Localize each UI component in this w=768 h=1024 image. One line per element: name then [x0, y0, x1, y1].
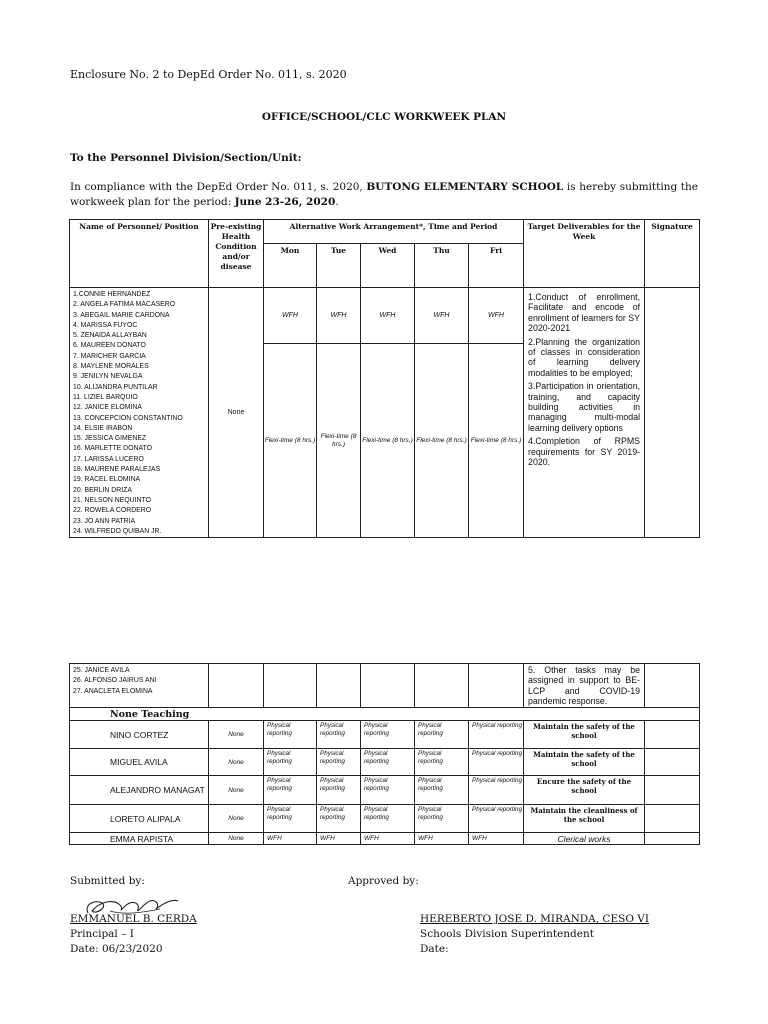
none-teaching-label: None Teaching — [70, 708, 700, 721]
physical-wed: Physical reporting — [361, 805, 415, 833]
physical-mon: Physical reporting — [264, 721, 317, 749]
staff-health: None — [209, 833, 264, 845]
submitter-title: Principal – I — [70, 928, 134, 940]
col-health-header: Pre-existing Health Condition and/or disease — [209, 220, 264, 288]
para-pre: In compliance with the DepEd Order No. 011, s. 2020, — [70, 181, 367, 193]
wfh-wed: WFH — [361, 833, 415, 845]
staff-task: Maintain the safety of the school — [524, 721, 645, 749]
wfh-mon: WFH — [264, 833, 317, 845]
staff-health: None — [209, 805, 264, 833]
teacher-name: 23. JO ANN PATRIA — [73, 517, 136, 525]
staff-name: LORETO ALIPALA — [70, 805, 209, 833]
day-fri: Fri — [469, 244, 524, 288]
physical-wed: Physical reporting — [361, 749, 415, 776]
physical-fri: Physical reporting — [469, 721, 524, 749]
physical-wed: Physical reporting — [361, 776, 415, 805]
teacher-list-2 — [70, 664, 209, 708]
workweek-table — [69, 219, 700, 538]
flexi-thu: Flexi-time (8 hrs.) — [415, 344, 469, 538]
physical-mon: Physical reporting — [264, 805, 317, 833]
teacher-name: 16. MARLETTE DONATO — [73, 445, 153, 453]
wfh-tue: WFH — [317, 833, 361, 845]
physical-fri: Physical reporting — [469, 776, 524, 805]
wfh-mon: WFH — [264, 288, 317, 344]
teacher-name: 10. ALIJANDRA PUNTILAR — [73, 383, 158, 391]
signature-cell — [645, 288, 700, 538]
teacher-name: 14. ELSIE IRABON — [73, 424, 133, 432]
staff-task: Maintain the safety of the school — [524, 749, 645, 776]
physical-thu: Physical reporting — [415, 749, 469, 776]
submitter-date: Date: 06/23/2020 — [70, 943, 163, 955]
staff-row — [70, 776, 700, 805]
teacher-name: 26. ALFONSO JAIRUS ANI — [73, 677, 157, 685]
period: June 23-26, 2020 — [234, 196, 336, 208]
empty-cell — [209, 664, 264, 708]
physical-mon: Physical reporting — [264, 776, 317, 805]
staff-health: None — [209, 721, 264, 749]
teacher-name: 7. MARICHER GARCIA — [73, 352, 146, 360]
continuation-table — [69, 663, 700, 845]
teacher-name: 2. ANGELA FATIMA MACASERO — [73, 301, 176, 309]
deliverable-2: 2.Planning the organization of classes in consideration of learning delivery modalities to be employed; — [528, 336, 641, 378]
staff-row — [70, 805, 700, 833]
deliverables-cell — [524, 288, 645, 538]
flexi-fri: Flexi-time (8 hrs.) — [469, 344, 524, 538]
wfh-thu: WFH — [415, 288, 469, 344]
teacher-name: 27. ANACLETA ELOMINA — [73, 687, 153, 695]
flexi-mon: Flexi-time (8 hrs.) — [264, 344, 317, 538]
teacher-name: 22. ROWELA CORDERO — [73, 507, 152, 515]
empty-cell — [645, 721, 700, 749]
physical-thu: Physical reporting — [415, 721, 469, 749]
empty-cell — [317, 664, 361, 708]
approver-title: Schools Division Superintendent — [420, 928, 594, 940]
addressee-line: To the Personnel Division/Section/Unit: — [70, 152, 302, 164]
wfh-thu: WFH — [415, 833, 469, 845]
teacher-name: 21. NELSON NEQUINTO — [73, 496, 151, 504]
empty-cell — [415, 664, 469, 708]
wfh-tue: WFH — [317, 288, 361, 344]
approver-date: Date: — [420, 943, 449, 955]
teacher-name: 20. BERLIN DRIZA — [73, 486, 132, 494]
teacher-name: 15. JESSICA GIMENEZ — [73, 435, 147, 443]
day-wed: Wed — [361, 244, 415, 288]
wfh-wed: WFH — [361, 288, 415, 344]
wfh-fri: WFH — [469, 833, 524, 845]
staff-task: Clerical works — [524, 833, 645, 845]
enclosure-line: Enclosure No. 2 to DepEd Order No. 011, s. 2020 — [70, 68, 347, 81]
teacher-name: 12. JANICE ELOMINA — [73, 404, 142, 412]
physical-fri: Physical reporting — [469, 749, 524, 776]
empty-cell — [361, 664, 415, 708]
staff-task: Maintain the cleanliness of the school — [524, 805, 645, 833]
staff-health: None — [209, 749, 264, 776]
staff-row — [70, 749, 700, 776]
empty-cell — [645, 749, 700, 776]
teacher-name: 4. MARISSA FUYOC — [73, 321, 138, 329]
teacher-name: 8. MAYLENE MORALES — [73, 363, 149, 371]
staff-name: ALEJANDRO MANAGAT — [70, 776, 209, 805]
day-thu: Thu — [415, 244, 469, 288]
col-target-header: Target Deliverables for the Week — [524, 220, 645, 288]
deliverable-4: 4.Completion of RPMS requirements for SY 2019-2020. — [528, 436, 641, 468]
approver-name: HEREBERTO JOSE D. MIRANDA, CESO VI — [420, 913, 649, 925]
teacher-name: 9. JENILYN NEVALGA — [73, 373, 143, 381]
para-end: . — [335, 196, 339, 208]
empty-cell — [469, 664, 524, 708]
staff-name: EMMA RAPISTA — [70, 833, 209, 845]
physical-tue: Physical reporting — [317, 721, 361, 749]
wfh-fri: WFH — [469, 288, 524, 344]
flexi-wed: Flexi-time (8 hrs.) — [361, 344, 415, 538]
deliverable-5: 5. Other tasks may be assigned in support to BE-LCP and COVID-19 pandemic response. — [524, 664, 645, 708]
col-signature-header: Signature — [645, 220, 700, 288]
teacher-name: 24. WILFREDO QUIBAN JR. — [73, 527, 162, 535]
teacher-name: 25. JANICE AVILA — [73, 667, 130, 674]
deliverable-1: 1.Conduct of enrollment, Facilitate and encode of enrollment of learners for SY 2020-2021 — [528, 292, 641, 334]
empty-cell — [645, 776, 700, 805]
school-name: BUTONG ELEMENTARY SCHOOL — [366, 181, 564, 193]
teacher-name: 3. ABEGAIL MARIE CARDONA — [73, 311, 170, 319]
submitted-label: Submitted by: — [70, 875, 145, 887]
day-tue: Tue — [317, 244, 361, 288]
empty-cell — [645, 833, 700, 845]
col-name-header: Name of Personnel/ Position — [70, 220, 209, 288]
physical-thu: Physical reporting — [415, 776, 469, 805]
teacher-name: 6. MAUREEN DONATO — [73, 342, 146, 350]
approved-label: Approved by: — [348, 875, 419, 887]
empty-cell — [645, 805, 700, 833]
teacher-name: 18. MAURENE PARALEJAS — [73, 466, 161, 474]
staff-name: MIGUEL AVILA — [70, 749, 209, 776]
physical-mon: Physical reporting — [264, 749, 317, 776]
physical-thu: Physical reporting — [415, 805, 469, 833]
health-none: None — [209, 288, 264, 538]
deliverable-3: 3.Participation in orientation, training, and capacity building activities in managing multi-modal learning delivery options — [528, 381, 641, 433]
physical-tue: Physical reporting — [317, 805, 361, 833]
staff-health: None — [209, 776, 264, 805]
teacher-list — [70, 288, 209, 538]
page-title: OFFICE/SCHOOL/CLC WORKWEEK PLAN — [261, 111, 507, 123]
physical-fri: Physical reporting — [469, 805, 524, 833]
teacher-name: 5. ZENAIDA ALLAYBAN — [73, 332, 147, 340]
compliance-paragraph — [70, 180, 698, 210]
physical-tue: Physical reporting — [317, 776, 361, 805]
staff-task: Encure the safety of the school — [524, 776, 645, 805]
teacher-name: 11. LIZIEL BARQUIO — [73, 393, 138, 401]
teacher-name: 19. RACEL ELOMINA — [73, 476, 141, 484]
day-mon: Mon — [264, 244, 317, 288]
para-mid: is hereby submitting the workweek plan for the period: — [70, 181, 699, 208]
empty-cell — [645, 664, 700, 708]
empty-cell — [264, 664, 317, 708]
staff-row — [70, 721, 700, 749]
staff-name: NINO CORTEZ — [70, 721, 209, 749]
physical-tue: Physical reporting — [317, 749, 361, 776]
teacher-name: 13. CONCEPCION CONSTANTINO — [73, 414, 183, 422]
teacher-name: 17. LARISSA LUCERO — [73, 455, 144, 463]
col-alt-header: Alternative Work Arrangement*, Time and Period — [264, 220, 524, 244]
physical-wed: Physical reporting — [361, 721, 415, 749]
flexi-tue: Flexi-time (8 hrs.) — [317, 344, 361, 538]
teacher-name: 1.CONNIE HERNANDEZ — [73, 291, 151, 298]
submitter-name: EMMANUEL B. CERDA — [70, 913, 197, 925]
